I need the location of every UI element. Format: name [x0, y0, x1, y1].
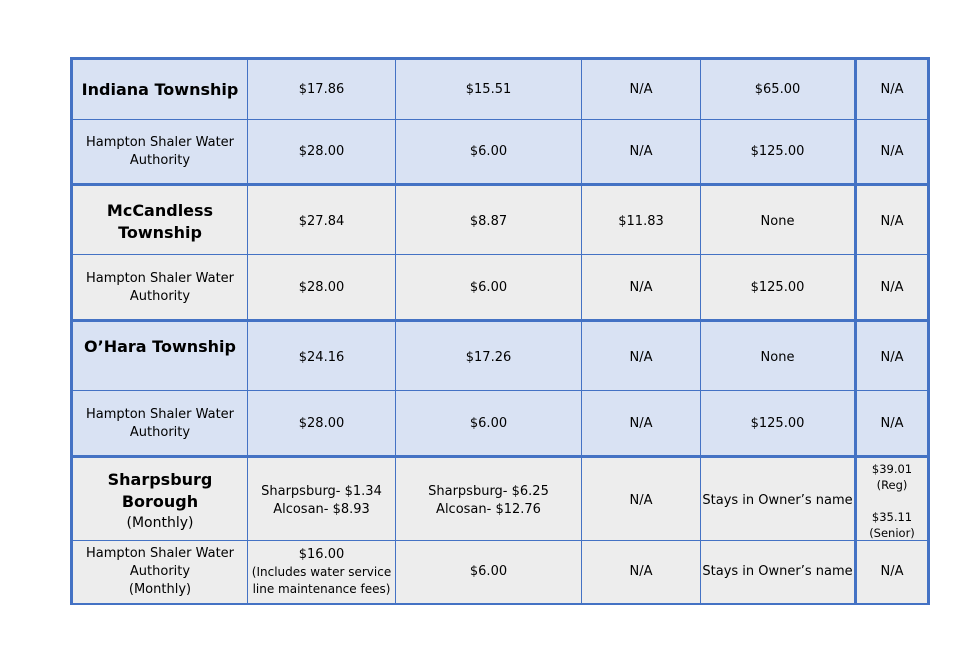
- rate-line: Sharpsburg- $6.25: [428, 483, 549, 499]
- rate-cell: Stays in Owner’s name: [701, 541, 857, 603]
- rate-cell: [396, 458, 582, 543]
- rate-cell: N/A: [582, 255, 701, 320]
- rate-cell: N/A: [582, 391, 701, 456]
- rate-cell: N/A: [582, 322, 701, 393]
- rate-cell: $125.00: [701, 391, 857, 456]
- rate-cell: $6.00: [396, 120, 582, 184]
- rate-line: Alcosan- $8.93: [273, 501, 370, 517]
- rate-cell: N/A: [880, 349, 904, 365]
- provider-name-line: Hampton Shaler Water: [85, 406, 235, 422]
- rate-cell: $6.00: [396, 391, 582, 456]
- provider-name: [73, 120, 248, 184]
- table-row: [73, 319, 927, 393]
- provider-name: [73, 255, 248, 320]
- rate-cell: $24.16: [248, 322, 396, 393]
- rate-cell: $28.00: [248, 255, 396, 320]
- rate-cell: $28.00: [248, 120, 396, 184]
- rate-cell: N/A: [582, 541, 701, 603]
- rate-note: (Includes water service: [251, 565, 392, 579]
- table-row: [73, 60, 927, 119]
- rate-cell: $8.87: [396, 186, 582, 257]
- rate-cell: None: [701, 322, 857, 393]
- rate-cell: N/A: [880, 415, 904, 431]
- rate-cell: $65.00: [701, 60, 857, 119]
- rate-line: Alcosan- $12.76: [436, 501, 541, 517]
- provider-name: [73, 391, 248, 456]
- table-row: [73, 183, 927, 257]
- rate-cell: N/A: [880, 144, 904, 159]
- rate-cell: $11.83: [582, 186, 701, 257]
- municipality-name-line: McCandless: [106, 200, 214, 220]
- rate-cell: N/A: [582, 120, 701, 184]
- rate-line: $39.01: [871, 461, 913, 476]
- table-row: [73, 540, 927, 603]
- rate-cell: None: [701, 186, 857, 257]
- municipality-name-line: Sharpsburg Borough: [107, 469, 213, 511]
- rate-cell: $125.00: [701, 120, 857, 184]
- rate-cell: N/A: [880, 213, 904, 229]
- provider-name-line: Authority: [129, 424, 191, 440]
- provider-name-line: Authority: [129, 564, 191, 579]
- rate-note: line maintenance fees): [252, 582, 391, 596]
- rate-cell: N/A: [582, 60, 701, 119]
- rate-line: (Reg): [876, 477, 908, 492]
- rate-cell: $125.00: [701, 255, 857, 320]
- rate-cell: $6.00: [396, 255, 582, 320]
- rate-cell: $17.26: [396, 322, 582, 393]
- rate-cell: $15.51: [396, 60, 582, 119]
- rate-cell: [857, 458, 927, 543]
- rate-line: $16.00: [298, 547, 345, 562]
- provider-name-line: Hampton Shaler Water: [85, 270, 235, 286]
- provider-name-line: Authority: [129, 153, 191, 168]
- rate-cell: $6.00: [396, 541, 582, 603]
- billing-frequency: (Monthly): [128, 582, 192, 597]
- rate-cell: N/A: [880, 564, 904, 579]
- rate-cell: [248, 458, 396, 543]
- table-row: [73, 455, 927, 543]
- rate-cell: [248, 541, 396, 603]
- rate-cell: $28.00: [248, 391, 396, 456]
- table-row: [73, 254, 927, 320]
- municipality-name: Indiana Township: [73, 60, 248, 119]
- municipality-name: O’Hara Township: [73, 322, 248, 393]
- rate-line: Sharpsburg- $1.34: [261, 483, 382, 499]
- rate-cell: N/A: [582, 458, 701, 543]
- municipality-name-line: Township: [118, 222, 202, 242]
- rate-cell: N/A: [880, 81, 904, 97]
- provider-name-line: Authority: [129, 288, 191, 304]
- rates-table: [70, 57, 930, 605]
- rate-line: $35.11: [871, 509, 913, 524]
- provider-name-line: Hampton Shaler Water: [85, 135, 235, 150]
- rate-cell: $27.84: [248, 186, 396, 257]
- municipality-name: [73, 186, 248, 257]
- billing-frequency: (Monthly): [126, 514, 194, 531]
- rate-cell: Stays in Owner’s name: [701, 458, 857, 543]
- rate-line: (Senior): [869, 525, 915, 540]
- rate-cell: N/A: [880, 279, 904, 295]
- table-row: [73, 119, 927, 184]
- municipality-name: [73, 458, 248, 543]
- provider-name-line: Hampton Shaler Water: [85, 546, 235, 561]
- table-row: [73, 390, 927, 456]
- rate-cell: $17.86: [248, 60, 396, 119]
- provider-name: [73, 541, 248, 603]
